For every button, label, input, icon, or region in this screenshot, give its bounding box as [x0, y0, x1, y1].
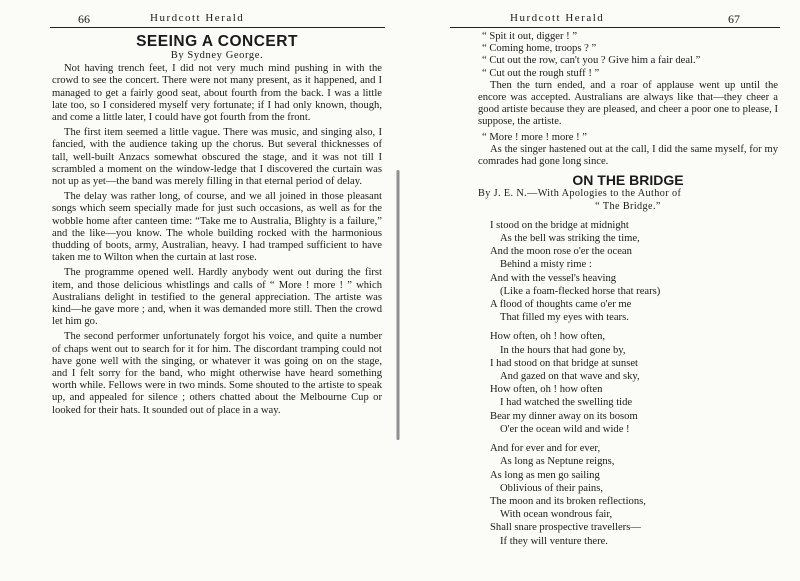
poem-stanza	[478, 442, 778, 548]
article-body	[52, 34, 382, 420]
right-page	[400, 0, 800, 581]
poem-line: And for ever and for ever,	[490, 443, 601, 455]
poem-line: As long as Neptune reigns,	[500, 456, 615, 468]
poem-line: How often, oh ! how often,	[490, 331, 606, 343]
quote-line: “ Coming home, troops ? ”	[482, 43, 597, 55]
article-title: SEEING A CONCERT	[136, 33, 298, 50]
poem-line: Behind a misty rime :	[500, 259, 592, 271]
poem-line: Oblivious of their pains,	[500, 482, 603, 494]
poem-line: And the moon rose o'er the ocean	[490, 246, 632, 258]
paragraph: Not having trench feet, I did not very much mind pushing in with the crowd to see the concert. There were not many present, as it happened, and I managed to get a fairly good seat, about fourth from the back. I was a little late too, so I considered myself very fortunate; if I had only known, though, and come a little later, I could have got fourth from the front.	[52, 63, 382, 124]
poem-byline: By J. E. N.—With Apologies to the Author of	[478, 188, 682, 200]
poem-line: In the hours that had gone by,	[500, 344, 626, 356]
quote-line: “ Spit it out, digger ! ”	[482, 31, 578, 42]
poem-line: O'er the ocean wild and wide !	[500, 423, 630, 435]
poem-line: And gazed on that wave and sky,	[500, 371, 640, 383]
poem-line: If they will venture there.	[500, 535, 608, 547]
encore-call	[478, 132, 778, 144]
quote-line: “ Cut out the rough stuff ! ”	[482, 67, 600, 79]
quote-line: “ More ! more ! more ! ”	[482, 131, 588, 143]
shouted-lines	[478, 31, 778, 80]
poem-stanza	[478, 330, 778, 436]
page-number: 66	[78, 12, 90, 26]
header-rule	[50, 27, 385, 28]
poem-line: A flood of thoughts came o'er me	[490, 299, 632, 311]
running-head: Hurdcott Herald	[150, 12, 245, 24]
poem-line: I had stood on that bridge at sunset	[490, 357, 638, 369]
paragraph: Then the turn ended, and a roar of applause went up until the encore was accepted. Australians are always like that—they cheer a good artiste because they are pleased, and cheer a poor one to please, I suppose, the artiste.	[478, 79, 778, 128]
poem-stanza	[478, 219, 778, 325]
quote-line: “ Cut out the row, can't you ? Give him a fair deal.”	[482, 55, 701, 67]
running-head: Hurdcott Herald	[510, 12, 605, 24]
paragraph: The delay was rather long, of course, and we all joined in those pleasant songs which seem specially made for just such occasions, as well as for the wobble home after canteen time: “Take me to Australia, Blighty is a failure,” and the like—you know. The whole building rocked with the harmonious thudding of boots, army, Australian, heavy. I had tramped sufficient to have taken me to Wilton when the curtain at last rose.	[52, 191, 382, 264]
poem-byline-continued: “ The Bridge.”	[595, 200, 661, 212]
poem-verse	[478, 219, 778, 548]
poem-line: As the bell was striking the time,	[500, 233, 640, 245]
header-rule	[450, 27, 780, 28]
poem-line: And with the vessel's heaving	[490, 272, 617, 284]
paragraph: As the singer hastened out at the call, I did the same myself, for my comrades had gone long since.	[478, 143, 778, 168]
page-body	[478, 31, 778, 554]
poem-line: (Like a foam-flecked horse that rears)	[500, 285, 661, 297]
poem-line: That filled my eyes with tears.	[500, 312, 629, 324]
poem-line: Shall snare prospective travellers—	[490, 522, 641, 534]
poem-line: I stood on the bridge at midnight	[490, 219, 629, 231]
poem-line: Bear my dinner away on its bosom	[490, 410, 638, 422]
paragraph: The first item seemed a little vague. There was music, and singing also, I fancied, with the audience taking up the chorus. But several thicknesses of tall, well-built Anzacs somewhat obscured the stage, and it was not till I scrambled a moment on the window-ledge that I discovered the curtain was not up as yet—the band was merely filling in that eternal period of delay.	[52, 127, 382, 188]
poem-line: The moon and its broken reflections,	[490, 495, 646, 507]
poem-line: I had watched the swelling tide	[500, 397, 633, 409]
paragraph: The programme opened well. Hardly anybody went out during the first item, and those delicious whistlings and calls of “ More ! more ! ” which Australians delight in testified to the general appreciation. The artiste was kind—he gave more ; and, when it was demanded more still. Then the crowd let him go.	[52, 267, 382, 328]
article-byline: By Sydney George.	[170, 50, 264, 61]
poem-line: As long as men go sailing	[490, 469, 600, 481]
page-number: 67	[728, 12, 740, 26]
poem-line: With ocean wondrous fair,	[500, 509, 613, 521]
paragraph: The second performer unfortunately forgot his voice, and quite a number of chaps went out to search for it for him. The discordant tramping could not have gone well with the singing, or whatever it was going on on the stage, and I felt sorry for the band, who might otherwise have heard something worth while. Fellows were in two minds. Some shouted to the artiste to speak up, and appealed for silence ; others chatted about the Melbourne Cup or looked for their hats. It sounded out of place in a way.	[52, 331, 382, 416]
poem-line: How often, oh ! how often	[490, 384, 603, 396]
poem-title: ON THE BRIDGE	[572, 172, 684, 189]
